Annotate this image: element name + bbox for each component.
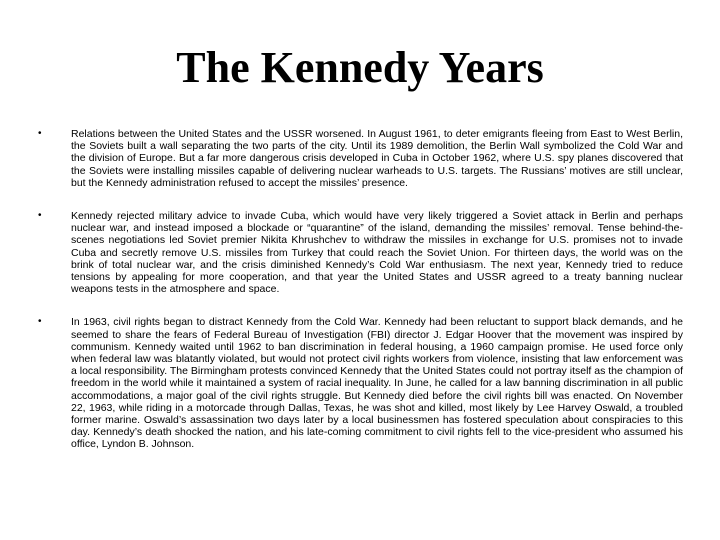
bullet-text: Kennedy rejected military advice to invade Cuba, which would have very likely triggered a Soviet attack in Berlin and perhaps nuclear war, and instead imposed a blockade or “quarantine” of the island, demanding the missiles’ removal. Tense behind-the-scenes negotiations led Soviet premier Nikita Khrushchev to withdraw the missiles in exchange for U.S. promises not to invade Cuba and secretly remove U.S. missiles from Turkey that could reach the Soviet Union. For thirteen days, the world was on the brink of total nuclear war, and the crisis diminished Kennedy’s Cold War enthusiasm. The next year, Kennedy tried to reduce tensions by appealing for more cooperation, and that year the United States and USSR agreed to a treaty banning nuclear weapons tests in the atmosphere and space.	[71, 210, 683, 296]
bullet-list	[38, 128, 683, 451]
bullet-item-berlin-cuba	[38, 128, 683, 189]
slide-title: The Kennedy Years	[176, 43, 544, 92]
bullet-text: Relations between the United States and the USSR worsened. In August 1961, to deter emigrants fleeing from East to West Berlin, the Soviets built a wall separating the two parts of the city. Until its 1989 demolition, the Berlin Wall symbolized the Cold War and the division of Europe. But a far more dangerous crisis developed in Cuba in October 1962, where U.S. spy planes discovered that the Soviets were installing missiles capable of delivering nuclear warheads to U.S. targets. The Russians’ motives are still unclear, but the Kennedy administration refused to accept the missiles’ presence.	[71, 128, 683, 189]
bullet-text: In 1963, civil rights began to distract Kennedy from the Cold War. Kennedy had been reluctant to support black demands, and he seemed to share the fears of Federal Bureau of Investigation (FBI) director J. Edgar Hoover that the movement was inspired by communism. Kennedy waited until 1962 to ban discrimination in federal housing, a 1960 campaign promise. He used force only when federal law was blatantly violated, but would not protect civil rights workers from violence, insisting that law enforcement was a local responsibility. The Birmingham protests convinced Kennedy that the United States could not portray itself as the champion of freedom in the world while it maintained a system of racial inequality. In June, he called for a law banning discrimination in all public accommodations, a major goal of the civil rights struggle. But Kennedy died before the civil rights bill was enacted. On November 22, 1963, while riding in a motorcade through Dallas, Texas, he was shot and killed, most likely by Lee Harvey Oswald, a troubled former marine. Oswald’s assassination two days later by a local businessmen has fostered speculation about conspiracies to this day. Kennedy’s death shocked the nation, and his late-coming commitment to civil rights fell to the vice-president who assumed his office, Lyndon B. Johnson.	[71, 316, 683, 451]
bullet-dot-icon: •	[38, 128, 42, 139]
bullet-item-civil-rights	[38, 316, 683, 450]
bullet-dot-icon: •	[38, 316, 42, 328]
bullet-item-missile-crisis	[38, 210, 683, 295]
bullet-dot-icon: •	[38, 210, 42, 222]
